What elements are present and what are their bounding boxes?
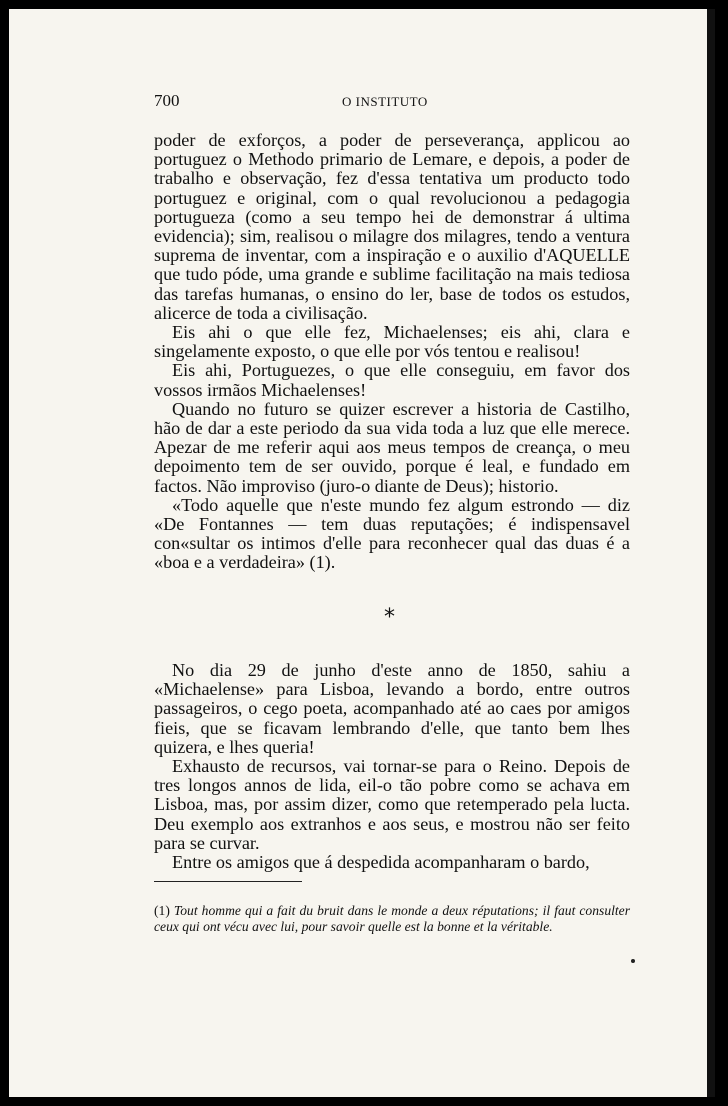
paragraph: Exhausto de recursos, vai tornar-se para o Reino. Depois de tres longos annos de lida, eil-o tão pobre como se achava em Lisboa, mas, por assim dizer, como que retemperado pela lucta. Deu exemplo aos extranhos e aos seus, e mostrou não ser feito para se curvar. xyxy=(154,756,630,853)
footnote xyxy=(154,903,630,935)
paragraph-quote: «Todo aquelle que n'este mundo fez algum estrondo — diz «De Fontannes — tem duas reputações; é indispensavel con«sultar os intimos d'elle para reconhecer qual das duas é a «boa e a verdadeira» (1). xyxy=(154,494,630,573)
paragraph: Eis ahi o que elle fez, Michaelenses; eis ahi, clara e singelamente exposto, o que elle por vós tentou e realisou! xyxy=(154,322,630,362)
page-number: 700 xyxy=(154,91,180,110)
body-text-bottom xyxy=(154,661,630,872)
paragraph: poder de exforços, a poder de perseverança, applicou ao portuguez o Methodo primario de Lemare, e depois, a poder de trabalho e observação, fez d'essa tentativa um producto todo portuguez e original, com o qual revolucionou a pedagogia portugueza (como a seu tempo hei de demonstrar á ultima evidencia); sim, realisou o milagre dos milagres, tendo a ventura suprema de inventar, com a inspiração e o auxilio d'AQUELLE que tudo póde, uma grande e sublime facilitação na mais tediosa das tarefas humanas, o ensino do ler, base de todos os estudos, alicerce de toda a civilisação. xyxy=(154,130,630,323)
paragraph: No dia 29 de junho d'este anno de 1850, sahiu a «Michaelense» para Lisboa, levando a bordo, entre outros passageiros, o cego poeta, acompanhado até ao caes por amigos fieis, que se ficavam lembrando d'elle, que tanto bem lhes quizera, e lhes queria! xyxy=(154,660,630,757)
page-header xyxy=(154,91,630,113)
paragraph: Quando no futuro se quizer escrever a historia de Castilho, hão de dar a este periodo da sua vida toda a luz que elle merece. Apezar de me referir aqui aos meus tempos de creança, o meu depoimento tem de ser ouvido, porque é leal, e fundado em factos. Não improviso (juro-o diante de Deus); historio. xyxy=(154,398,630,496)
page-edge-shadow xyxy=(707,9,715,1097)
section-separator: * xyxy=(384,605,395,630)
paragraph: Entre os amigos que á despedida acompanharam o bardo, xyxy=(172,852,590,873)
body-text-top xyxy=(154,131,630,573)
book-page xyxy=(9,9,715,1097)
ink-speck xyxy=(631,959,635,963)
footnote-rule xyxy=(154,881,302,882)
paragraph: Eis ahi, Portuguezes, o que elle conseguiu, em favor dos vossos irmãos Michaelenses! xyxy=(154,360,630,400)
footnote-marker: (1) xyxy=(154,903,170,918)
footnote-text: Tout homme qui a fait du bruit dans le monde a deux réputations; il faut consulter ceux qui ont vécu avec lui, pour savoir quelle est la bonne et la véritable. xyxy=(154,903,630,934)
running-title: O INSTITUTO xyxy=(342,94,428,109)
